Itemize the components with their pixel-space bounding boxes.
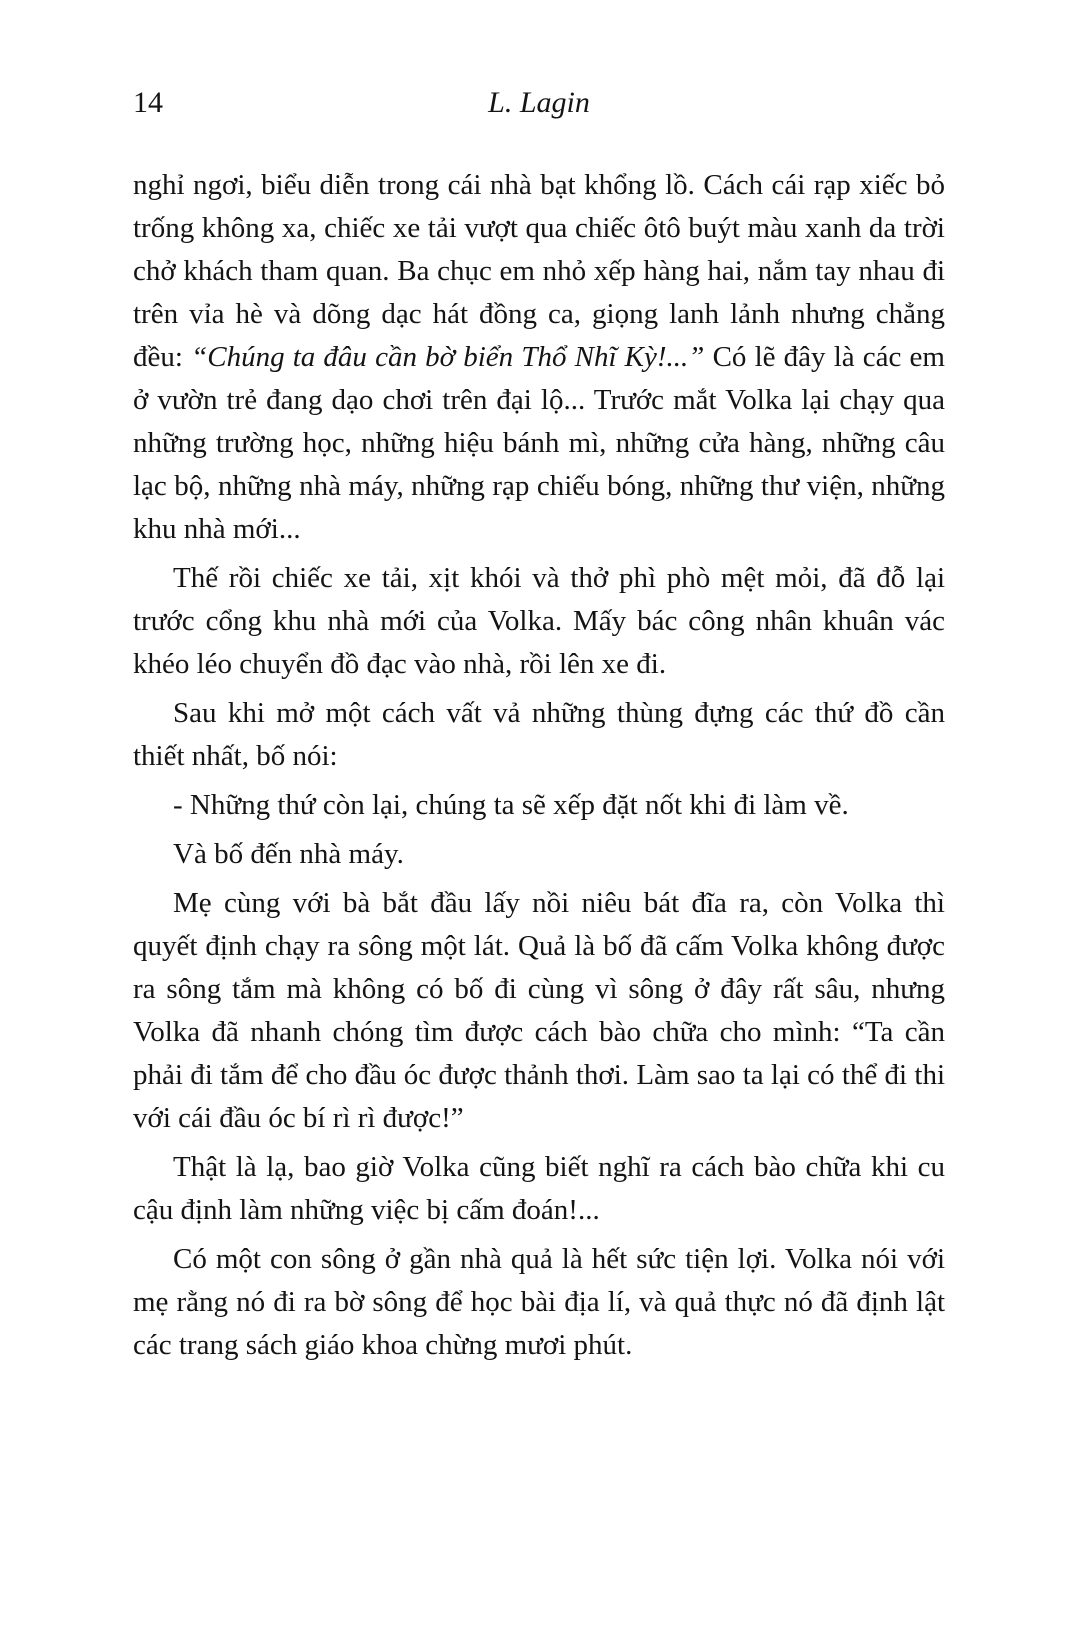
paragraph-3 xyxy=(133,692,945,778)
paragraph-2 xyxy=(133,557,945,686)
paragraph-2-text: Thế rồi chiếc xe tải, xịt khói và thở phì phò mệt mỏi, đã đỗ lại trước cổng khu nhà mới của Volka. Mấy bác công nhân khuân vác khéo léo chuyển đồ đạc vào nhà, rồi lên xe đi. xyxy=(133,562,945,680)
page-number: 14 xyxy=(133,86,163,119)
quoted-phrase: “Chúng ta đâu cần bờ biển Thổ Nhĩ Kỳ!...” xyxy=(191,341,705,373)
paragraph-4-text: - Những thứ còn lại, chúng ta sẽ xếp đặt nốt khi đi làm về. xyxy=(173,789,849,821)
paragraph-1-text-cont: Có lẽ đây là các em ở vườn trẻ đang dạo chơi trên đại lộ... Trước mắt Volka lại chạy qua những trường học, những hiệu bánh mì, những cửa hàng, những câu lạc bộ, những nhà máy, những rạp chiếu bóng, những thư viện, những khu nhà mới... xyxy=(133,341,945,545)
paragraph-3-text: Sau khi mở một cách vất vả những thùng đựng các thứ đồ cần thiết nhất, bố nói: xyxy=(133,697,945,772)
paragraph-6 xyxy=(133,882,945,1140)
paragraph-7-text: Thật là lạ, bao giờ Volka cũng biết nghĩ ra cách bào chữa khi cu cậu định làm những việc bị cấm đoán!... xyxy=(133,1151,945,1226)
paragraph-7 xyxy=(133,1146,945,1232)
paragraph-1-text: nghỉ ngơi, biểu diễn trong cái nhà bạt khổng lồ. Cách cái rạp xiếc bỏ trống không xa, chiếc xe tải vượt qua chiếc ôtô buýt màu xanh da trời chở khách tham quan. Ba chục em nhỏ xếp hàng hai, nắm tay nhau đi trên vỉa hè và dõng dạc hát đồng ca, giọng lanh lảnh nhưng chẳng đều: xyxy=(133,169,945,373)
running-title: L. Lagin xyxy=(488,86,590,119)
paragraph-6-text: Mẹ cùng với bà bắt đầu lấy nồi niêu bát đĩa ra, còn Volka thì quyết định chạy ra sông một lát. Quả là bố đã cấm Volka không được ra sông tắm mà không có bố đi cùng vì sông ở đây rất sâu, nhưng Volka đã nhanh chóng tìm được cách bào chữa cho mình: “Ta cần phải đi tắm để cho đầu óc được thảnh thơi. Làm sao ta lại có thể đi thi với cái đầu óc bí rì rì được!” xyxy=(133,887,945,1134)
paragraph-5-text: Và bố đến nhà máy. xyxy=(173,838,404,870)
paragraph-8 xyxy=(133,1238,945,1367)
paragraph-1 xyxy=(133,164,945,551)
page-body xyxy=(133,164,945,1367)
paragraph-4-dialogue xyxy=(133,784,945,827)
paragraph-5 xyxy=(133,833,945,876)
paragraph-8-text: Có một con sông ở gần nhà quả là hết sức tiện lợi. Volka nói với mẹ rằng nó đi ra bờ sông để học bài địa lí, và quả thực nó đã định lật các trang sách giáo khoa chừng mươi phút. xyxy=(133,1243,945,1361)
running-head xyxy=(133,84,945,122)
